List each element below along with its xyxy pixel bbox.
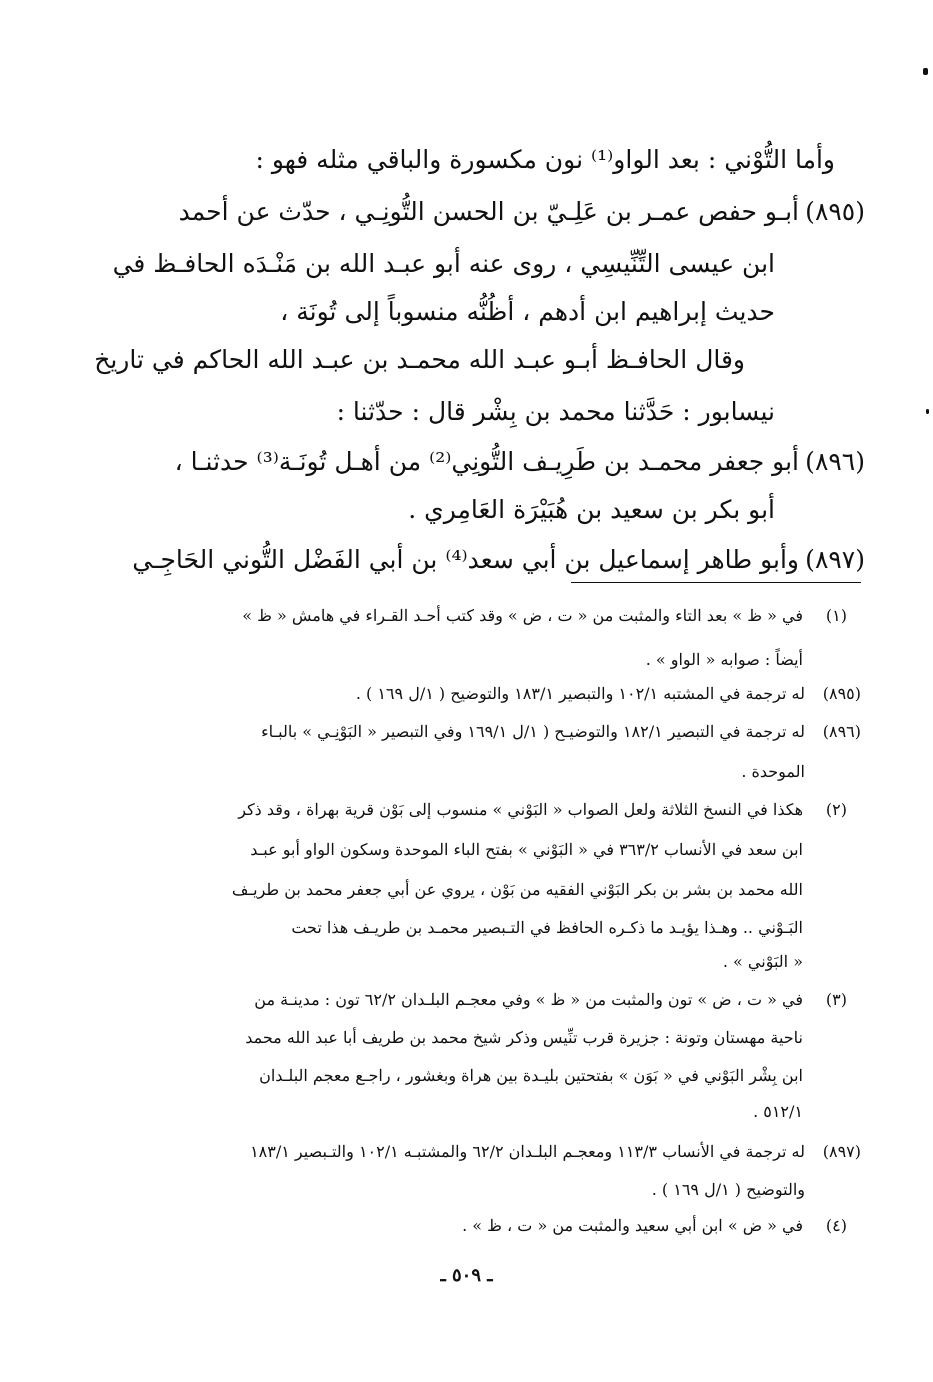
footnote-text: في « ض » ابن أبي سعيد والمثبت من « ت ، ظ » . — [462, 1216, 803, 1235]
footnote-line — [72, 1212, 847, 1240]
footnote-text: والتوضيح ( ١/ل ١٦٩ ) . — [651, 1180, 805, 1199]
line-text: وأما التُّوْني : بعد الواو⁽¹⁾ نون مكسورة والباقي مثله فهو : — [255, 145, 835, 174]
footnote-number: (٢) — [825, 800, 847, 819]
footnote-text: أيضاً : صوابه « الواو » . — [645, 650, 803, 669]
footnote-text: ٥١٢/١ . — [753, 1102, 803, 1121]
main-text-line — [72, 192, 865, 232]
footnote-separator — [571, 582, 861, 583]
footnote-line — [72, 602, 847, 630]
footnote-text: ناحية مهستان وتونة : جزيرة قرب تنِّيس وذكر شيخ محمد بن طريف أبا عبد الله محمد — [245, 1028, 803, 1047]
line-text: وأبو طاهر إسماعيل بن أبي سعد⁽⁴⁾ بن أبي الفَضْل التُّوني الحَاجِـي — [132, 545, 799, 574]
footnote-number: (٨٩٧) — [822, 1142, 861, 1161]
main-text-line — [72, 442, 865, 482]
main-text-line — [72, 140, 861, 180]
scan-mark — [926, 409, 929, 414]
footnote-number: (٤) — [825, 1216, 847, 1235]
footnote-text: الموحدة . — [741, 762, 805, 781]
line-text: نيسابور : حَدَّثنا محمد بن بِشْر قال : حدّثنا : — [336, 397, 775, 426]
entry-number: (٨٩٥) — [805, 197, 865, 226]
scan-mark — [923, 68, 928, 75]
footnote-line — [72, 646, 847, 674]
line-text: أبو بكر بن سعيد بن هُبَيْرَة العَامِري . — [408, 495, 775, 524]
footnote-line — [72, 836, 847, 864]
footnote-number: (٨٩٥) — [822, 684, 861, 703]
main-text-line — [72, 244, 861, 284]
line-text: أبو جعفر محمـد بن طَرِيـف التُّونِي⁽²⁾ من أهـل تُونَـة⁽³⁾ حدثنـا ، — [174, 447, 799, 476]
page-number: ـ ٥٠٩ ـ — [440, 1265, 493, 1286]
footnote-line — [72, 1062, 847, 1090]
footnote-text: له ترجمة في المشتبه ١٠٢/١ والتبصير ١٨٣/١ والتوضيح ( ١/ل ١٦٩ ) . — [355, 684, 805, 703]
footnote-text: في « ظ » بعد التاء والمثبت من « ت ، ض » وقد كتب أحـد القـراء في هامش « ظ » — [242, 606, 803, 625]
footnote-text: هكذا في النسخ الثلاثة ولعل الصواب « البَوْني » منسوب إلى بَوْن قرية بهراة ، وقد ذكر — [238, 800, 803, 819]
footnote-text: له ترجمة في التبصير ١٨٢/١ والتوضيـح ( ١/ل ١٦٩/١ وفي التبصير « البَوْنِـي » بالبـاء — [261, 722, 805, 741]
footnote-text: في « ت ، ض » تون والمثبت من « ظ » وفي معجـم البلـدان ٦٢/٢ تون : مدينـة من — [254, 990, 803, 1009]
main-text-line — [72, 540, 865, 580]
footnote-number: (١) — [825, 606, 847, 625]
main-text-line — [72, 490, 861, 530]
line-text: أبـو حفص عمـر بن عَلِـيّ بن الحسن التُّونِـي ، حدّث عن أحمد — [178, 197, 799, 226]
entry-number: (٨٩٦) — [805, 447, 865, 476]
footnote-line — [72, 796, 847, 824]
footnote-text: الله محمد بن بشر بن بكر البَوْني الفقيه من بَوْن ، يروي عن أبي جعفر محمد بن طريـف — [231, 880, 803, 899]
footnote-line — [72, 1176, 861, 1204]
footnote-line — [72, 948, 847, 976]
footnote-line — [72, 876, 847, 904]
footnote-line — [72, 1138, 861, 1166]
line-text: وقال الحافـظ أبـو عبـد الله محمـد بن عبـد الله الحاكم في تاريخ — [94, 345, 745, 374]
line-text: حديث إبراهيم ابن أدهم ، أظُنُّه منسوباً إلى تُونَة ، — [280, 297, 775, 326]
footnote-text: ابن بِشْر البَوْني في « بَوَن » بفتحتين بليـدة بين هراة وبغشور ، راجـع معجم البلـدان — [259, 1066, 803, 1085]
footnote-text: ابن سعد في الأنساب ٣٦٣/٢ في « البَوْني » بفتح الباء الموحدة وسكون الواو أبو عبـد — [250, 840, 803, 859]
footnote-number: (٣) — [825, 990, 847, 1009]
footnote-line — [72, 680, 861, 708]
footnote-text: له ترجمة في الأنساب ١١٣/٣ ومعجـم البلـدان ٦٢/٢ والمشتبـه ١٠٢/١ والتـبصير ١٨٣/١ — [250, 1142, 805, 1161]
footnote-line — [72, 718, 861, 746]
main-text-line — [72, 340, 861, 380]
entry-number: (٨٩٧) — [805, 545, 865, 574]
footnote-line — [72, 1098, 847, 1126]
footnote-line — [72, 986, 847, 1014]
footnote-line — [72, 1024, 847, 1052]
footnote-line — [72, 914, 847, 942]
main-text-line — [72, 392, 861, 432]
main-text-line — [72, 292, 861, 332]
footnote-line — [72, 758, 861, 786]
footnote-text: « البَوْني » . — [722, 952, 803, 971]
footnote-text: البَـوْني .. وهـذا يؤيـد ما ذكـره الحافظ في التـبصير محمـد بن طريـف هذا تحت — [291, 918, 803, 937]
line-text: ابن عيسى التِّنِّيسِي ، روى عنه أبو عبـد الله بن مَنْـدَه الحافـظ في — [112, 249, 775, 278]
footnote-number: (٨٩٦) — [822, 722, 861, 741]
